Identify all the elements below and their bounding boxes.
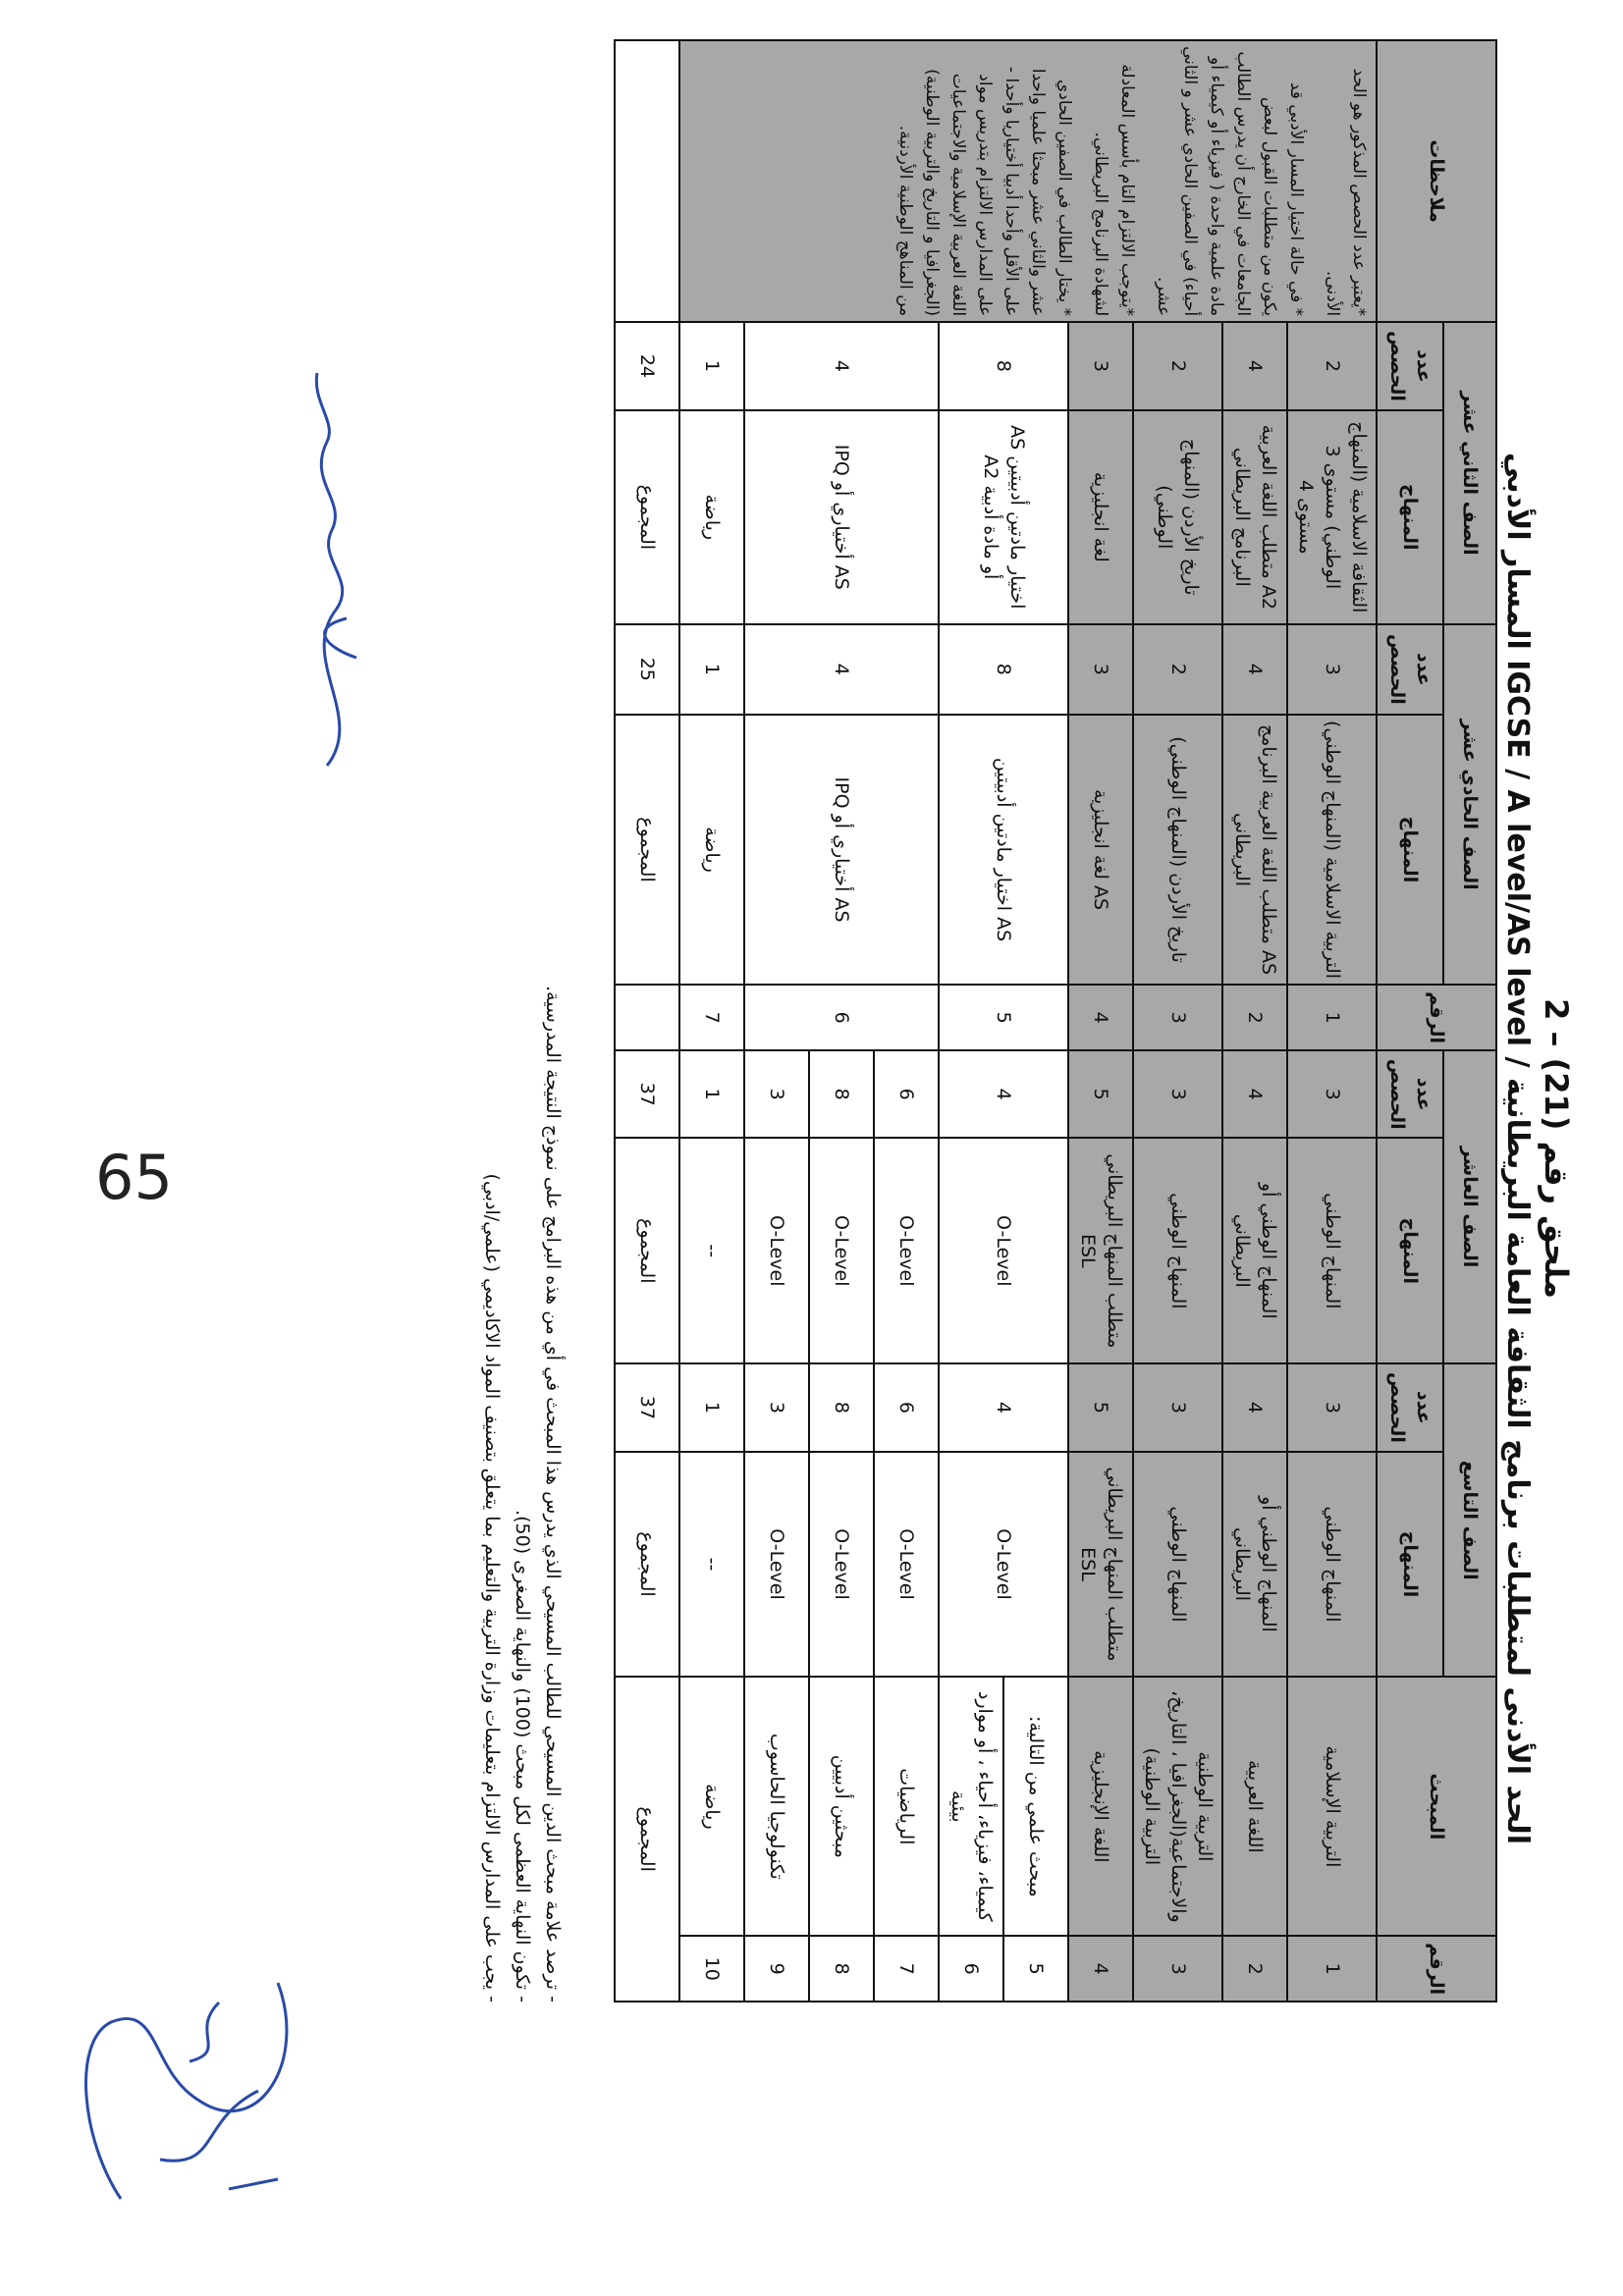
cell-g12-periods: 2 [1133,322,1222,410]
note-2: * في حالة اختيار المسار الأدبي قد يكون من متطلبات القبول لبعض الجامعات في الخارج أن يدرس الطالب مادة علمية واحدة ( فيزياء أو كيمياء أو أحياء) في الصفين الحادي عشر و الثاني عشر. [1154,45,1306,317]
cell-g12-periods: 1 [679,322,744,410]
table-row [874,40,939,2002]
cell-subject: الرياضيات [874,1677,939,1936]
cell-g12-curriculum: رياضة [679,410,744,624]
cell-no: 1 [1287,1936,1377,2002]
cell-g12-periods: 4 [1222,322,1287,410]
table-row [1068,40,1133,2002]
appendix-number: ملحق رقم (21) – 2 [1538,998,1575,1299]
cell-g10-periods: 3 [744,1050,809,1139]
cell-no2: 3 [1133,985,1222,1050]
cell-g9-curriculum: O-Level [874,1452,939,1678]
note-4: * يختار الطالب في الصفين الحادي عشر والثاني عشر مبحثا علميا واحدا على الأقل وأحدا أدبيا أختياريا وأحدا - على المدارس الالتزام بتدريس مواد اللغة العربية الإسلامية والاجتماعيات (الجغرافيا و التاريخ والتربية الوطنية) من المناهج الوطنية الأردنية. [895,66,1074,317]
cell-no2: 1 [1287,985,1377,1050]
cell-g11-periods: 8 [939,624,1068,715]
cell-g9-periods: 1 [679,1363,744,1452]
header-grade12: الصف الثاني عشر [1443,322,1496,624]
sub-periods-10: عدد الحصص [1377,1050,1443,1139]
header-no2: الرقم [1377,985,1496,1050]
header-subject: المبحث [1377,1677,1496,1936]
totals-row [615,40,679,2002]
cell-g11-curriculum: رياضة [679,715,744,986]
cell-g11-curriculum: AS أختياري أو IPQ [744,715,939,986]
cell-g10-curriculum: المنهاج الوطني أو البريطاني [1222,1138,1287,1363]
g9-total-label: المجموع [615,1452,679,1678]
g11-total-label: المجموع [615,715,679,986]
title-text: الحد الأدنى لمتطلبات برنامج الثقافة العامة البريطانية / IGCSE / A level/AS level المسار الأدبي [1500,452,1535,1845]
table-row [679,40,744,2002]
cell-g11-curriculum: AS لغة انجليزية [1068,715,1133,986]
cell-g9-curriculum: المنهاج الوطني [1287,1452,1377,1678]
cell-g10-periods: 5 [1068,1050,1133,1139]
table-row [1287,40,1377,2002]
notes-cell [679,40,1377,322]
sub-curriculum-10: المنهاج [1377,1138,1443,1363]
cell-no: 8 [809,1936,874,2002]
cell-g10-curriculum: المنهاج الوطني [1133,1138,1222,1363]
cell-no: 5 [1003,1936,1068,2002]
cell-g11-periods: 1 [679,624,744,715]
table-row [1003,40,1068,2002]
header-grade11: الصف الحادي عشر [1443,624,1496,985]
g12-total-label: المجموع [615,410,679,624]
cell-subject: تكنولوجيا الحاسوب [744,1677,809,1936]
sub-curriculum-9: المنهاج [1377,1452,1443,1678]
g10-total-label: المجموع [615,1138,679,1363]
cell-g11-curriculum: التربية الاسلامية (المنهاج الوطني) [1287,715,1377,986]
cell-g9-periods: 3 [1133,1363,1222,1452]
cell-g12-curriculum: لغة انجليزية [1068,410,1133,624]
header-notes: ملاحظات [1377,40,1496,322]
sub-curriculum-11: المنهاج [1377,715,1443,986]
note-3: *يتوجب الالتزام التام بأسس المعادلة لشهادة البرنامج البريطاني. [1091,64,1137,317]
cell-g10-curriculum: -- [679,1138,744,1363]
cell-g12-periods: 4 [744,322,939,410]
cell-g12-curriculum: تاريخ الأردن (المنهاج الوطني) [1133,410,1222,624]
cell-g9-curriculum: المنهاج الوطني أو البريطاني [1222,1452,1287,1678]
cell-no2: 6 [744,985,939,1050]
cell-subject: كيمياء، فيزياء، أحياء ، أو موارد بيئية [939,1677,1003,1936]
cell-g9-periods: 3 [744,1363,809,1452]
cell-no: 4 [1068,1936,1133,2002]
cell-subject: التربية الإسلامية [1287,1677,1377,1936]
cell-no2: 4 [1068,985,1133,1050]
cell-g12-curriculum: اختيار مادتين أدبيتين AS أو مادة أدبية A2 [939,410,1068,624]
g11-total: 25 [615,624,679,715]
header-grade9: الصف التاسع [1443,1363,1496,1677]
cell-g10-periods: 4 [1222,1050,1287,1139]
footnote-1: - ترصد علامة مبحث الدين المسيحي للطالب المسيحي الذي يدرس هذا المبحث في أي من هذه البرامج على نموذج النتيجة المدرسية. [542,985,564,2002]
cell-g9-curriculum: O-Level [939,1452,1068,1678]
cell-g10-curriculum: O-Level [809,1138,874,1363]
cell-g12-periods: 3 [1068,322,1133,410]
table-row [1222,40,1287,2002]
footnotes [476,412,568,2002]
cell-no: 6 [939,1936,1003,2002]
cell-g10-curriculum: O-Level [744,1138,809,1363]
cell-subject: اللغة العربية [1222,1677,1287,1936]
cell-no2: 5 [939,985,1068,1050]
cell-no2: 2 [1222,985,1287,1050]
cell-no: 10 [679,1936,744,2002]
sub-periods-12: عدد الحصص [1377,322,1443,410]
cell-g9-curriculum: O-Level [809,1452,874,1678]
cell-g11-curriculum: AS اختيار مادتين أدبيتين [939,715,1068,986]
cell-g11-periods: 3 [1287,624,1377,715]
requirements-table [614,39,1497,2002]
table-row [1133,40,1222,2002]
cell-g10-periods: 3 [1133,1050,1222,1139]
empty-cell [615,985,679,1050]
cell-no: 2 [1222,1936,1287,2002]
cell-g12-periods: 8 [939,322,1068,410]
cell-g11-periods: 3 [1068,624,1133,715]
cell-g11-periods: 4 [1222,624,1287,715]
g12-total: 24 [615,322,679,410]
header-grade10: الصف العاشر [1443,1050,1496,1363]
footnote-2: - تكون النهاية العظمى لكل مبحث (100) والنهاية الصغرى (50). [512,1510,533,2002]
cell-g9-periods: 3 [1287,1363,1377,1452]
cell-g12-curriculum: A2 متطلب اللغة العربية البرنامج البريطاني [1222,410,1287,624]
cell-g9-curriculum: المنهاج الوطني [1133,1452,1222,1678]
cell-g11-periods: 2 [1133,624,1222,715]
g9-total: 37 [615,1363,679,1452]
cell-g10-curriculum: متطلب المنهاج البريطاني ESL [1068,1138,1133,1363]
cell-g9-curriculum: متطلب المنهاج البريطاني ESL [1068,1452,1133,1678]
page-number: 65 [95,1141,173,1213]
cell-g9-periods: 4 [1222,1363,1287,1452]
signature-bottom [278,363,386,775]
cell-g12-curriculum: AS أختياري أو IPQ [744,410,939,624]
sub-periods-11: عدد الحصص [1377,624,1443,715]
cell-g10-periods: 8 [809,1050,874,1139]
cell-g10-curriculum: O-Level [874,1138,939,1363]
cell-g9-curriculum: -- [679,1452,744,1678]
cell-no2: 7 [679,985,744,1050]
cell-g12-periods: 2 [1287,322,1377,410]
header-no: الرقم [1377,1936,1496,2002]
cell-g9-curriculum: O-Level [744,1452,809,1678]
sub-curriculum-12: المنهاج [1377,410,1443,624]
cell-subject: رياضة [679,1677,744,1936]
cell-no: 3 [1133,1936,1222,2002]
note-1: *يعتبر عدد الحصص المذكور هو الحد الأدنى. [1323,68,1369,317]
footnote-3: - يجب على المدارس الالتزام بتعليمات وزارة التربية والتعليم بما يتعلق بتصنيف المواد الاكاديمي (علمي/ادبي) [481,1173,503,2002]
cell-subject: مبحثين أدبيين [809,1677,874,1936]
cell-g9-periods: 4 [939,1363,1068,1452]
totals-label: المجموع [615,1677,679,2002]
cell-g10-periods: 4 [939,1050,1068,1139]
cell-g10-periods: 3 [1287,1050,1377,1139]
cell-g10-curriculum: المنهاج الوطني [1287,1138,1377,1363]
cell-g10-curriculum: O-Level [939,1138,1068,1363]
cell-no: 7 [874,1936,939,2002]
g10-total: 37 [615,1050,679,1139]
cell-g11-curriculum: تاريخ الأردن (المنهاج الوطني) [1133,715,1222,986]
cell-g9-periods: 8 [809,1363,874,1452]
cell-no: 9 [744,1936,809,2002]
cell-g10-periods: 6 [874,1050,939,1139]
sub-periods-9: عدد الحصص [1377,1363,1443,1452]
cell-g11-periods: 4 [744,624,939,715]
document-title [1497,324,1576,1973]
cell-subject: مبحث علمي من التالية: [1003,1677,1068,1936]
cell-g9-periods: 5 [1068,1363,1133,1452]
cell-g9-periods: 6 [874,1363,939,1452]
empty-notes-cell [615,40,679,322]
header-row [1443,40,1496,2002]
signature-right [42,1944,317,2258]
cell-g11-curriculum: AS متطلب اللغة العربية البرنامج البريطاني [1222,715,1287,986]
cell-g12-curriculum: الثقافة الاسلامية (المنهاج الوطني) مستوى 3 مستوى 4 [1287,410,1377,624]
cell-subject: التربية الوطنية والاجتماعية(الجغرافيا ، التاريخ، التربية الوطنية) [1133,1677,1222,1936]
cell-subject: اللغة الإنجليزية [1068,1677,1133,1936]
cell-g10-periods: 1 [679,1050,744,1139]
